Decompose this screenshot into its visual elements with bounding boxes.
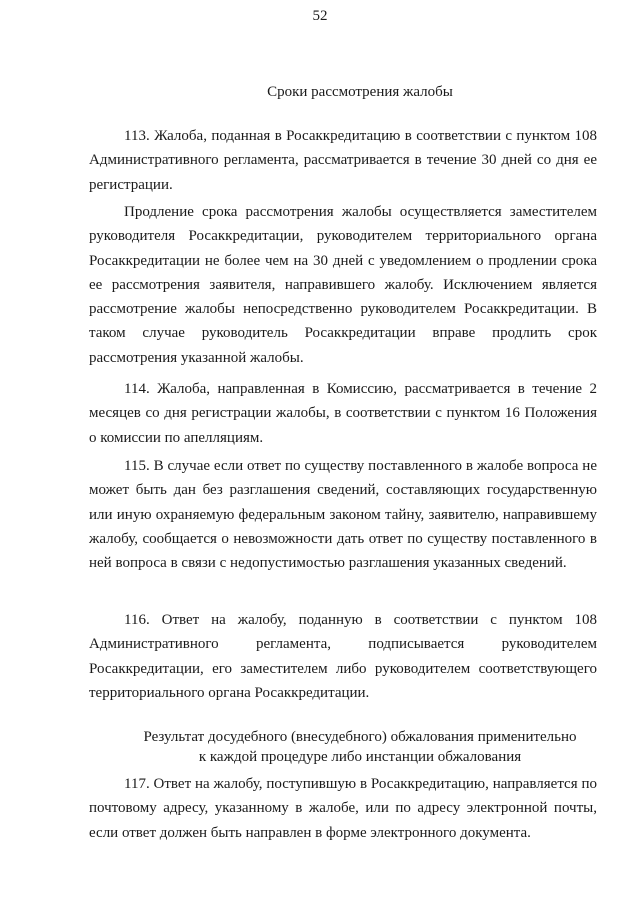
paragraph-extension: Продление срока рассмотрения жалобы осуществляется заместителем руководителя Росаккредитации, руководителем территориального органа Росаккредитации не более чем на 30 дней с уведомлением о продлении срока ее рассмотрения заявителя, направившего жалобу. Исключением является рассмотрение жалобы непосредственно руководителем Росаккредитации. В таком случае руководитель Росаккредитации вправе продлить срок рассмотрения указанной жалобы. [89, 204, 597, 366]
section-heading-review-terms: Сроки рассмотрения жалобы [267, 84, 453, 100]
paragraph-117: 117. Ответ на жалобу, поступившую в Росаккредитацию, направляется по почтовому адресу, указанному в жалобе, или по адресу электронной почты, если ответ должен быть направлен в форме электронного документа. [89, 776, 597, 841]
section-heading-line-2: к каждой процедуре либо инстанции обжалования [198, 749, 522, 765]
section-heading-line-1: Результат досудебного (внесудебного) обжалования применительно [143, 729, 577, 745]
section-heading-appeal-result [40, 727, 640, 767]
page-number: 52 [312, 8, 328, 24]
paragraph-115: 115. В случае если ответ по существу поставленного в жалобе вопроса не может быть дан без разглашения сведений, составляющих государственную или иную охраняемую федеральным законом тайну, заявителю, направившему жалобу, сообщается о невозможности дать ответ по существу поставленного в ней вопроса в связи с недопустимостью разглашения указанных сведений. [89, 458, 597, 572]
paragraph-114: 114. Жалоба, направленная в Комиссию, рассматривается в течение 2 месяцев со дня регистрации жалобы, в соответствии с пунктом 16 Положения о комиссии по апелляциям. [89, 381, 597, 446]
paragraph-113: 113. Жалоба, поданная в Росаккредитацию в соответствии с пунктом 108 Административного регламента, рассматривается в течение 30 дней со дня ее регистрации. [89, 128, 597, 193]
paragraph-116: 116. Ответ на жалобу, поданную в соответствии с пунктом 108 Административного регламента, подписывается руководителем Росаккредитации, его заместителем либо руководителем соответствующего территориального органа Росаккредитации. [89, 612, 597, 701]
